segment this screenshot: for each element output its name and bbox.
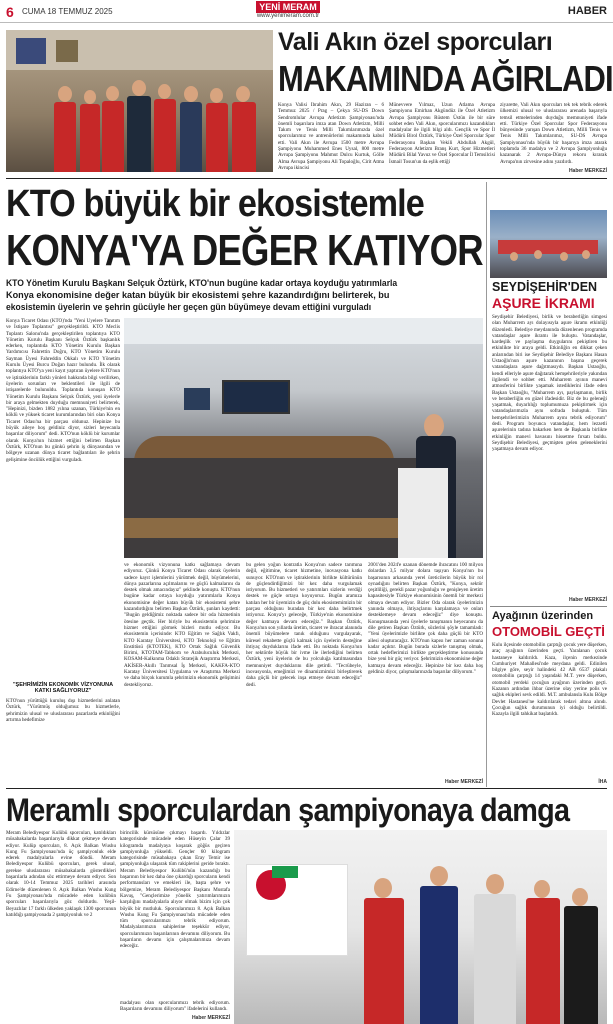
sidebar2-headline-line1: Ayağının üzerinden: [492, 610, 594, 622]
governor-photo: [6, 30, 273, 172]
story3-signature: Haber MERKEZİ: [191, 1015, 230, 1021]
sidebar2-body: Kulu ilçesinde otomobilin çarptığı çocuk yere düşerken, araç ayağının üzerinden geçti. Yaralanan çocuk hastaneye kaldırıldı. Kaza, ilçenin merkezinde Cumhuriyet Mahallesi'nde meydana geldi. Edinilen bilgiye göre, seyir halindeki 42 AB 6537 plakalı otomobilin çarptığı 14 yaşındaki M.T. yere düşerken, otomobil yerdeki çocuğun ayağının üzerinden geçti. Kazanın ardından ihbar üzerine olay yerine polis ve sağlık ekipleri sevk edildi. M.T. ambulansla Kulu Bölge Devlet Hastanesi'ne kaldırılarak tedavi altına alındı. Çocuğun sağlık durumunun iyi olduğu belirtildi. Kazayla ilgili tahkikat başlatıldı.: [492, 642, 607, 718]
story2-col1b: KTO'nun yürüttüğü kuruluş dışı hizmetlerini anlatan Öztürk, "Yürütmüş olduğumuz bu hizmetlerle, şehrimizin ulusal ve uluslararası pazarlarda etkinliğini artırma hedefimize: [6, 698, 120, 723]
story3-headline: Meramlı sporculardan şampiyonaya damga: [6, 792, 570, 828]
newspaper-logo: YENİ MERAM: [256, 1, 320, 13]
story1-col2: Münevvere Yılmaz, Uzun Atlama Avrupa Şampiyonu Emirhan Akgündüz ile Özel Atletizm Avrupa Şampiyonu Rüstem Üstün ile bir süre sohbet eden Vali Akın, sporcularımızı kazandıkları madalyalar ile ilgili bilgi aldı. Gençlik ve Spor İl Müdürü Birol Öztürk, Türkiye Özel Sporcular Spor Federasyonu Başkan Vekili Abdullah Akgül, Federasyon Atletizm Branş Kurt, Spor Hizmetleri Müdürü Bilal Yavuz ve Özel Sporcular İl Temsilcisi İsmail Tosun'un da eşlik ettiği: [389, 102, 495, 165]
story2-headline-line2: KONYA'YA DEĞER KATIYOR: [6, 226, 483, 275]
story3-col2: birincilik kürsüsüne çıkmayı başardı. Yıldızlar kategorisinde mücadele eden Hüseyin Çalar 39 kilogramda madalyaya koşarak göğüs geçiren şampiyonluğa yükseldi. Gençler 60 kilogram kategorisinde müsabakaya çıkan Eray Temir ise şampiyonluğa ulaşarak tüm rakiplerini geride bıraktı. Meram Belediyespor Kulübü'nün kazandığı bu başarının bir kez daha öne çıkardığı sporcuların kendi performansları ve emekleri ile, başta şehre ve bölgemize, Meram Belediyespor Başkanı Mustafa Kavuş, "Gençlerimize yönelik yatırımlarımızın karşılığını madalyalarla alıyor olmak bizim için çok büyük bir mutluluk. Sporcularımızı 8. Açık Balkan Wushu Kung Fu Şampiyonası'nda mücadele eden tüm sporcularımızı tebrik ediyorum. Madalyalarımızın sahiplerine teşekkür ediyor, sporcularımızın başarılarının devamını diliyorum. Bu başarıların devamı için çalışmalarımıza devam edeceğiz.: [120, 830, 230, 950]
story2-col2: ve ekonomik vizyonuna katkı sağlamaya devam ediyoruz. Çünkü Konya Ticaret Odası olarak üyelerin sadece kayıt işlemlerini yürütmek değil, büyümelerini, dünya pazarlarına açılmalarını ve güçlü kalmalarını da destek olmak amacındayız" şeklinde konuştu. KTO'nun bugüne kadar ortaya koyduğu yatırımlarla Konya ekonomisine değer katan büyük bir ekosistemi şehre kazandırdığını belirten Başkan Öztürk, şunları kaydetti: "Bugün geldiğimiz noktada sadece bir oda hizmetinin ötesine geçtik. Her biriyle bu ekosistemin şehrimize hizmet ettiğini görmek bizleri mutlu ediyor. Bu ekosistemin içerisinde: KTO Eğitim ve Sağlık Vakfı, KTO Karatay Üniversitesi, KTO Teknoloji ve Eğitim Enstitüsü (KTOTEK), KTO Ortak Sağlık Güvenlik Birimi, KTOTAM-Tabkom ve Arabuluculuk Merkezi, KOSAM-Kalkınma Odaklı Stratejik Araştırma Merkezi, AKİSER-Akıllı Tarımsal İş Merkezi, KAKFA-KTO Karatay Üniversitesi Uygulama ve Araştırma Merkezi ve daha birçok kurumla şehrimizin ekonomik gelişimini destekliyoruz.: [124, 562, 240, 688]
sidebar2-signature: İHA: [598, 779, 607, 785]
story2-deck-line3: ekosistemin üyelerin ve şehrin gücüyle her geçen gün büyümeye devam ettiğini vurguladı: [6, 302, 372, 312]
story3-col3: madalyası olan sporcularımızı tebrik ediyorum. Başarıların devamını diliyorum" ifadelerini kullandı.: [120, 1000, 230, 1013]
sidebar1-headline-line2: AŞURE İKRAMI: [492, 295, 595, 311]
page-number: 6: [6, 4, 14, 20]
story1-signature: Haber MERKEZİ: [568, 168, 607, 174]
sidebar2-headline-line2: OTOMOBİL GEÇTİ: [492, 624, 605, 639]
story2-headline-line1: KTO büyük bir ekosistemle: [6, 183, 424, 225]
divider: [6, 178, 607, 179]
sidebar1-headline-line1: SEYDİŞEHİR'DEN: [492, 280, 598, 294]
story1-headline-line2: MAKAMINDA AĞIRLADI: [278, 58, 613, 99]
story1-col1: Konya Valisi İbrahim Akın, 29 Haziran – 6 Temmuz 2025 / Prag – Çekya SU-DS Down Sendromlular Avrupa Atletizm Şampiyonası'nda önemli başarılara imza atan Down Atletizm, Milli Takım ve Tenis Milli Takımlarımızda özel sporcularımız ve antrenörlerini makamında kabul etti. Vali Akın ile Avrupa 1500 metre Avrupa Şampiyonu Muhammed Enes Uysal, 800 metre Avrupa Şampiyonu Mahmut Dulcu Kurtuk, Gölle Alma Avrupa Şampiyonu Ali Topaloğlu, Cirit Atma Avrupa ikincisi: [278, 102, 384, 171]
story2-col1: Konya Ticaret Odası (KTO)'nda "Yeni Üyelere Tanıtım ve İstişare Toplantısı" gerçekleştirildi. KTO Meclis Toplantı Salonu'nda gerçekleştirilen toplantıya KTO Yönetim Kurulu Başkanı Selçuk Öztürk başkanlık ederken, toplantıda KTO Yönetim Kurulu Başkan Yardımcısı Fahrettin Doğru, KTO Yönetim Kurulu Sayman Üyesi Fahreddin Okkalı ve KTO Yönetim Kurulu Üyesi Burcu Doğan hazır bulundu. İlk olarak toplantıya KTO'ya yeni kayıt yaptıran üyelere KTO'nun ve iştiraklerinin farklı yönleri hakkında bilgi verilirken, üyelerin sorunları ve beklentileri ile ilgili de istişarelerde bulunuldu. Toplantıda konuşan KTO Yönetim Kurulu Başkanı Selçuk Öztürk, yeni üyelerle bir araya gelmekten duyduğu memnuniyeti belirterek, "Hepinizi, bizden 1882 yılına uzanan, Türkiye'nin en köklü ve yüksek ticaret kurumlarından biri olan Konya Ticaret Odası'na bir parçası oldunuz. Hepinize bu büyük aileye hoş geldiniz diyor, sizleri heyecanla başarılar diliyorum" dedi. KTO'nun köklü bir kurumlar olarak Konya'nın hizmet ettiğini belirten Başkan Öztürk, KTO'nun bu günkü şehrin iş dünyasından ve bölgeye uzanan dünya ticaret bağlantıları ile şehrin gelişimine öncülük ettiğini vurguladı.: [6, 318, 120, 463]
meeting-photo: [124, 318, 483, 558]
divider: [6, 788, 607, 789]
story2-deck-line2: Konya ekonomisine değer katan büyük bir ekosistemi şehre kazandırdığını belirterek, bu: [6, 290, 390, 301]
athletes-photo: [234, 830, 607, 1024]
sidebar-divider: [490, 606, 607, 607]
story1-col3: ziyarette, Vali Akın sporcuları tek tek tebrik ederek ülkemizi ulusal ve uluslararası arenada başarıyla temsil etmelerinden duyduğu memnuniyeti ifade etti. Türkiye Özel Sporcular Spor Federasyonu bünyesinde yarışan Down Atletizm, Milli Tenis ve Tenis Milli Takımlarımız, SU-DS Avrupa Şampiyonası'nda büyük bir başarıya imza atarak toplamda 36 madalya ve 2 Avrupa Şampiyonluğu kazanarak 2 Avrupa-Dünya rekoru kırarak Avrupa'nın zirvesine adını yazdırdı.: [500, 102, 607, 165]
sidebar1-body: Seydişehir Belediyesi, birlik ve beraberliğin simgesi olan Muharrem ayı dolayısıyla aşure ikramı etkinliği düzenledi. Belediye meydanında düzenlenen programda vatandaşlar aşure ikramı ile buluştu. Vatandaşlar, kardeşlik ve paylaşma duygularını pekiştiren bu etkinlikte bir araya geldi. Etkinliğin en dikkat çeken anlarından biri ise Seydişehir Belediye Başkanı Hasan Ustaoğlu'nun aşure kazanının başına geçerek vatandaşlara aşure dağıtmasıydı. Başkan Ustaoğlu, kendi elleriyle aşure dağıtarak hemşehrileriyle yakından ilgilendi ve sohbet etti. Muharrem ayının manevi atmosferini birlikte yaşamak istediklerini ifade eden Başkan Ustaoğlu, "Muharrem ayı, paylaşmanın, birlik ve beraberliğin en güzel ifadesidir. Biz de bu geleneği yaşatmak, duyarlılığı toplumumuza pekiştirmek için vatandaşlarımızla aynı sofrada buluştuk. Tüm hemşehrilerimizin Muharrem ayını tebrik ediyorum" dedi. Program boyunca vatandaşlar, hem lezzetli aşurelerinin tadına bakarken hem de Başkanla birlikte etkinliğin manevi havasını hissetme fırsatı buldu. Seydişehir Belediyesi, geçmişten gelen geleneklerini yaşatmaya devam ediyor.: [492, 314, 607, 453]
story2-signature: Haber MERKEZİ: [444, 779, 483, 785]
ashura-photo: [490, 210, 607, 278]
story2-deck-line1: KTO Yönetim Kurulu Başkanı Selçuk Öztürk, KTO'nun bugüne kadar ortaya koyduğu yatırımlarla: [6, 278, 398, 288]
sidebar1-signature: Haber MERKEZİ: [568, 597, 607, 603]
section-label: HABER: [567, 5, 607, 17]
story1-headline-line1: Vali Akın özel sporcuları: [278, 28, 553, 56]
story2-col4: 2001'den 2024'e uzanan dönemde ihracatını 100 milyon dolardan 3,5 milyar dolara taşıyan Konya'nın bu başarısının arkasında yerel üreticilerin büyük bir rol oynadığını belirten Başkan Öztürk, "Konya, sektör çeşitliliği, gerekli pazar yoğunluğu ve genişleyen üretim kapasitesiyle Türkiye ekonomisinin önemli bir merkezi olmaya devam ediyor. Bizler Oda olarak üyelerimizin yanında olmaya, ihtiyaçlarını karşılamaya ve onları desteklemeye devam edeceğiz" diye konuştu. Konuşmasında yeni üyelerle tanışmanın heyecanını da dile getiren Başkan Öztürk, sözlerini şöyle tamamladı: "Yeni üyelerimizle birlikte çok daha güçlü bir KTO ailesi oluşturacağız. KTO'nun kapısı her zaman sonuna kadar açıktır. Bugün burada sizlerle tanışmış olmak, ortak hedeflerimizi birlikte gerçekleştirme konusunda bize yeni bir güç veriyor. Şehrimizin ekonomisine değer katmaya devam edeceğiz. Hepinize bir kez daha hoş geldiniz diyor, çalışmalarınızda başarılar diliyorum.": [368, 562, 483, 676]
column-divider: [486, 182, 487, 787]
story2-col3: bu gelen yoğun kontratla Konya'nın sadece tarımına değil, eğitimine, ticaret hizmetine, inovasyona katkı sunuyor. KTO'nun ve iştiraklerinin birlikte kültürünün de güçlendirdiğimizi bir kez daha vurgulamak istiyorum. Bu hizmetleri ve yatırımları sizlerin verdiği destek ve güçle ortaya koyuyoruz. Bugün aramıza katılan her bir üyemizin de güç dolu ekosistemimizin bir parçası olduğunu buradan bir kez daha belirtmek istiyoruz. Konya'yı geleceğe, Türkiye'nin ekonomisine değer katmaya devam edeceğiz." Başkan Öztürk, Konya'nın son yıllarda üretim, ticaret ve ihracat alanında önemli büyümelere tanık olduğunu vurgulayarak, küresel rekabette güçlü kalmak için üyelerin desteğine ihtiyaç duyduklarını ifade etti. Bu noktada Konya'nın her sektörde büyük bir ivme ile ilerlediğini belirten Öztürk, yeni üyelerin de bu yolculuğa katılmasından memnuniyet duyduklarını dile getirdi. "Tecrübeyle, inovasyonla, emeğimizi ve dinamizmimizi birleştirerek daha güçlü bir gelecek inşa etmeye devam edeceğiz" dedi.: [246, 562, 362, 688]
story3-col1: Meram Belediyespor Kulübü sporcuları, katıldıkları müsabakalarda başarılarıyla dikkat çekmeye devam ediyor. Kulüp sporcuları, 8. Açık Balkan Wushu Kung Fu Şampiyonası'nda üç şampiyonluk elde ederek madalyalarla evine döndü. Meram Belediyespor Kulübü sporcuları, gerek ulusal, gerekse uluslararası müsabakalarda gösterdikleri başarılarla adından söz ettirmeye devam ediyor. Son olarak 10-14 Temmuz 2025 tarihleri arasında Edirne'de düzenlenen 8. Açık Balkan Wushu Kung Fu Şampiyonası'nda mücadele eden kulübün sporcuları başarılarıyla göz doldurdu. Yeşil-Beyazlılar 17 farklı ülkeden yaklaşık 1300 sporcunun katıldığı şampiyonada 2 şampiyonluk ve 2: [6, 830, 116, 918]
issue-date: CUMA 18 TEMMUZ 2025: [22, 7, 113, 16]
story2-subheading: "ŞEHRİMİZİN EKONOMİK VİZYONUNA KATKI SAĞLIYORUZ": [12, 682, 114, 694]
website-url: www.yenimeram.com.tr: [256, 13, 320, 19]
